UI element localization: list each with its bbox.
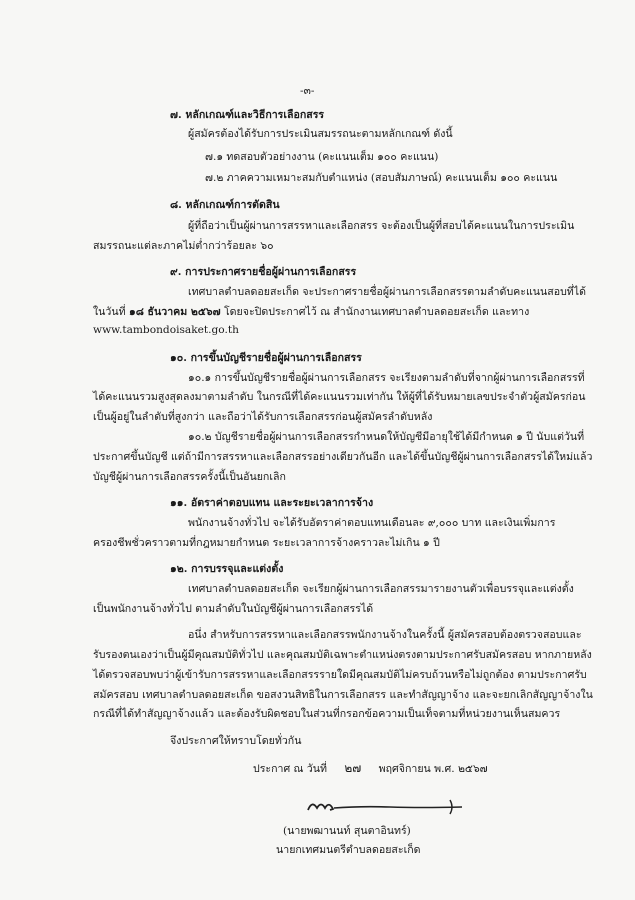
signatory-position: นายกเทศมนตรีตำบลดอยสะเก็ด bbox=[276, 844, 421, 856]
announce-month-year: พฤศจิกายน พ.ศ. ๒๕๖๗ bbox=[378, 763, 488, 775]
announcement-date bbox=[253, 761, 488, 776]
section-10-title: ๑๐. การขึ้นบัญชีรายชื่อผู้ผ่านการเลือกสรร bbox=[170, 352, 362, 364]
section-8-title: ๘. หลักเกณฑ์การตัดสิน bbox=[170, 199, 280, 211]
section-10-2-line-3: บัญชีผู้ผ่านการเลือกสรรครั้งนี้เป็นอันยกเลิก bbox=[93, 471, 286, 483]
section-8-line-1: ผู้ที่ถือว่าเป็นผู้ผ่านการสรรหาและเลือกสรร จะต้องเป็นผู้ที่สอบได้คะแนนในการประเมิน bbox=[188, 220, 575, 232]
section-12-notice-line-1: อนึ่ง สำหรับการสรรหาและเลือกสรรพนักงานจ้างในครั้งนี้ ผู้สมัครสอบต้องตรวจสอบและ bbox=[188, 629, 582, 641]
announce-day: ๒๗ bbox=[344, 761, 362, 775]
section-12-notice-line-2: รับรองตนเองว่าเป็นผู้มีคุณสมบัติทั่วไป และคุณสมบัติเฉพาะตำแหน่งตรงตามประกาศรับสมัครสอบ หากภายหลัง bbox=[93, 649, 592, 661]
section-7-item-1: ๗.๑ ทดสอบตัวอย่างงาน (คะแนนเต็ม ๑๐๐ คะแนน) bbox=[205, 151, 439, 163]
section-12-notice-line-3: ได้ตรวจสอบพบว่าผู้เข้ารับการสรรหาและเลือกสรรรายใดมีคุณสมบัติไม่ครบถ้วนหรือไม่ถูกต้อง ตามประกาศรับ bbox=[93, 669, 587, 681]
section-11-line-1: พนักงานจ้างทั่วไป จะได้รับอัตราค่าตอบแทนเดือนละ ๙,๐๐๐ บาท และเงินเพิ่มการ bbox=[188, 517, 556, 529]
section-9-title: ๙. การประกาศรายชื่อผู้ผ่านการเลือกสรร bbox=[170, 266, 357, 278]
section-9-line-1: เทศบาลตำบลดอยสะเก็ด จะประกาศรายชื่อผู้ผ่านการเลือกสรรตามลำดับคะแนนสอบที่ได้ bbox=[188, 286, 586, 298]
section-12-notice-line-4: สมัครสอบ เทศบาลตำบลดอยสะเก็ด ขอสงวนสิทธิในการเลือกสรร และทำสัญญาจ้าง และจะยกเลิกสัญญาจ้างใน bbox=[93, 689, 593, 701]
section-12-title: ๑๒. การบรรจุและแต่งตั้ง bbox=[170, 563, 284, 575]
section-9-line-2 bbox=[93, 305, 529, 319]
section-12-line-1: เทศบาลตำบลดอยสะเก็ด จะเรียกผู้ผ่านการเลือกสรรมารายงานตัวเพื่อบรรจุและแต่งตั้ง bbox=[188, 583, 574, 595]
section-10-1-line-3: เป็นผู้อยู่ในลำดับที่สูงกว่า และถือว่าได้รับการเลือกสรรก่อนผู้สมัครลำดับหลัง bbox=[93, 411, 433, 423]
section-7-item-2: ๗.๒ ภาคความเหมาะสมกับตำแหน่ง (สอบสัมภาษณ์) คะแนนเต็ม ๑๐๐ คะแนน bbox=[205, 172, 558, 184]
section-12-line-2: เป็นพนักงานจ้างทั่วไป ตามลำดับในบัญชีผู้ผ่านการเลือกสรรได้ bbox=[93, 603, 374, 615]
section-11-line-2: ครองชีพชั่วคราวตามที่กฎหมายกำหนด ระยะเวลาการจ้างคราวละไม่เกิน ๑ ปี bbox=[93, 537, 440, 549]
website-link[interactable]: www.tambondoisaket.go.th bbox=[93, 324, 239, 336]
section-9-date-prefix: ในวันที่ bbox=[93, 306, 126, 318]
announce-prefix: ประกาศ ณ วันที่ bbox=[253, 763, 327, 775]
signature-mark bbox=[290, 796, 470, 818]
section-8-line-2: สมรรถนะแต่ละภาคไม่ต่ำกว่าร้อยละ ๖๐ bbox=[93, 240, 274, 252]
section-10-2-line-2: ประกาศขึ้นบัญชี แต่ถ้ามีการสรรหาและเลือกสรรอย่างเดียวกันอีก และได้ขึ้นบัญชีผู้ผ่านการเลือกสรรได้ใหม่แล้ว bbox=[93, 451, 593, 463]
section-11-title: ๑๑. อัตราค่าตอบแทน และระยะเวลาการจ้าง bbox=[170, 497, 374, 509]
closing-statement: จึงประกาศให้ทราบโดยทั่วกัน bbox=[170, 735, 302, 747]
section-10-1-line-2: ได้คะแนนรวมสูงสุดลงมาตามลำดับ ในกรณีที่ได้คะแนนรวมเท่ากัน ให้ผู้ที่ได้รับหมายเลขประจำตัวผู้สมัครก่อน bbox=[93, 391, 586, 403]
section-10-1-line-1: ๑๐.๑ การขึ้นบัญชีรายชื่อผู้ผ่านการเลือกสรร จะเรียงตามลำดับที่จากผู้ผ่านการเลือกสรรที่ bbox=[188, 372, 585, 384]
page-number: -๓- bbox=[300, 85, 315, 97]
section-12-notice-line-5: กรณีที่ได้ทำสัญญาจ้างแล้ว และต้องรับผิดชอบในส่วนที่กรอกข้อความเป็นเท็จตามที่หน่วยงานเห็นสมควร bbox=[93, 708, 561, 720]
section-9-announce-date: ๑๘ ธันวาคม ๒๕๖๗ bbox=[128, 306, 221, 318]
signatory-name: (นายพฒานนท์ สุนตาอินทร์) bbox=[283, 825, 411, 837]
section-7-intro: ผู้สมัครต้องได้รับการประเมินสมรรถนะตามหลักเกณฑ์ ดังนี้ bbox=[188, 128, 453, 140]
section-10-2-line-1: ๑๐.๒ บัญชีรายชื่อผู้ผ่านการเลือกสรรกำหนดให้บัญชีมีอายุใช้ได้มีกำหนด ๑ ปี นับแต่วันที่ bbox=[188, 431, 585, 443]
section-7-title: ๗. หลักเกณฑ์และวิธีการเลือกสรร bbox=[170, 109, 325, 121]
section-9-location: โดยจะปิดประกาศไว้ ณ สำนักงานเทศบาลตำบลดอยสะเก็ด และทาง bbox=[223, 306, 530, 318]
